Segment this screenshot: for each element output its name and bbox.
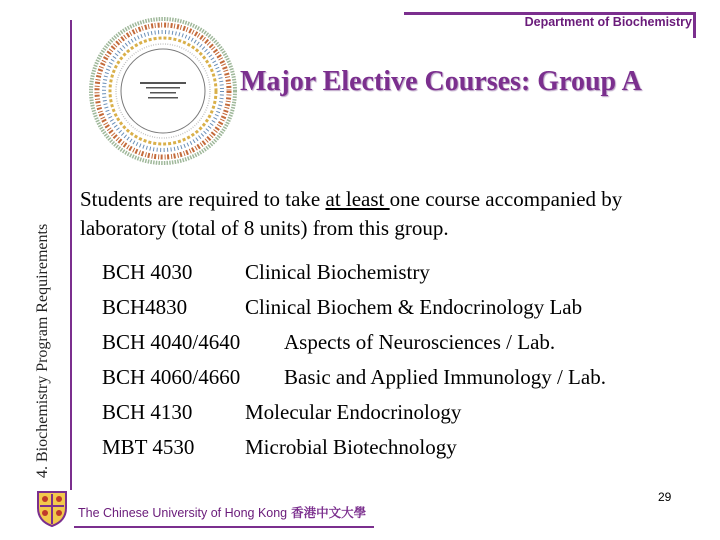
side-label: 4. Biochemistry Program Requirements — [34, 223, 51, 478]
slide-title: Major Elective Courses: Group A — [240, 66, 642, 97]
side-divider — [70, 20, 72, 490]
university-crest-icon — [34, 488, 70, 528]
university-name-en: The Chinese University of Hong Kong — [78, 506, 288, 520]
course-name: Clinical Biochemistry — [245, 260, 430, 284]
intro-emphasis: at least — [325, 187, 390, 211]
genome-map-icon — [88, 16, 238, 166]
course-name: Microbial Biotechnology — [245, 435, 457, 459]
course-name: Clinical Biochem & Endocrinology Lab — [245, 295, 583, 319]
footer-university — [78, 503, 366, 521]
course-code: BCH 4130 — [102, 400, 193, 424]
intro-text-before: Students are required to take — [80, 187, 326, 211]
department-name: Department of Biochemistry — [524, 15, 692, 29]
course-code: BCH 4040/4640 — [102, 330, 241, 354]
course-code: MBT 4530 — [102, 435, 195, 459]
footer-divider — [74, 526, 374, 528]
course-name: Basic and Applied Immunology / Lab. — [284, 365, 606, 389]
intro-paragraph — [80, 185, 690, 243]
course-code: BCH 4030 — [102, 260, 193, 284]
course-code: BCH 4060/4660 — [102, 365, 241, 389]
page-number: 29 — [658, 490, 672, 504]
course-name: Aspects of Neurosciences / Lab. — [284, 330, 556, 354]
intro-text-after: one course accompanied by laboratory (total of 8 units) from this group. — [80, 187, 623, 240]
course-name: Molecular Endocrinology — [245, 400, 462, 424]
course-code: BCH4830 — [102, 295, 188, 319]
university-name-zh: 香港中文大學 — [291, 506, 367, 520]
